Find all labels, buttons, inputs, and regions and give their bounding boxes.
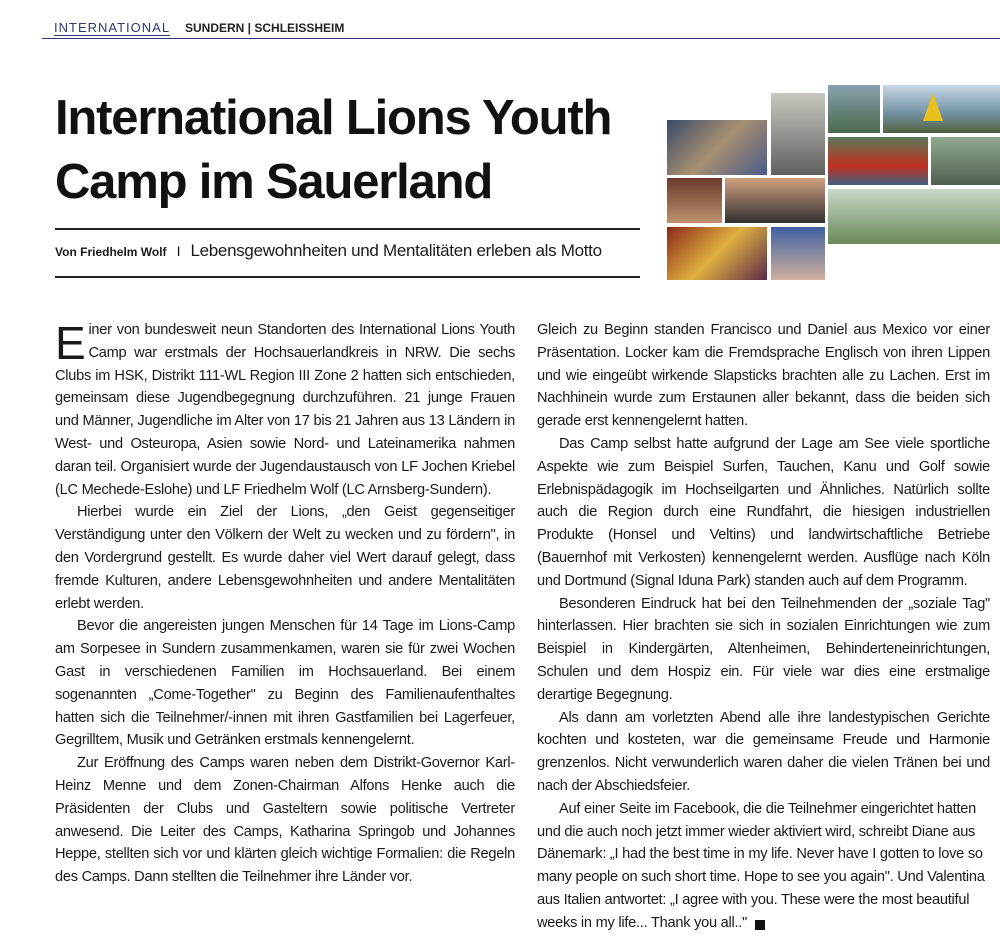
subsection-label: SUNDERN | SCHLEISSHEIM xyxy=(185,21,345,35)
paragraph: Hierbei wurde ein Ziel der Lions, „den Geist gegenseitiger Verständigung unter den Völkern der Welt zu wecken und zu fördern", in den Vordergrund gestellt. Es wurde daher viel Wert darauf gelegt, dass fremde Kulturen, andere Lebensgewohnheiten und andere Mentalitäten erlebt werden. xyxy=(55,504,515,612)
photo-group xyxy=(667,120,767,175)
paragraph: Einer von bundesweit neun Standorten des International Lions Youth Camp war erstmals der Hochsauerlandkreis in NRW. Die sechs Clubs im HSK, Distrikt 111-WL Region III Zone 2 hatten sich entschieden, gemeinsam diese Jugendbegegnung durchzuführen. 21 junge Frauen und Männer, Jugendliche im Alter von 17 bis 21 Jahren aus 13 Ländern in West- und Osteuropa, Asien sowie Nord- und Lateinamerika nahmen daran teil. Organisiert wurde der Jugendaustausch von LF Jochen Kriebel (LC Mechede-Eslohe) und LF Friedhelm Wolf (LC Arnsberg-Sundern). xyxy=(55,317,515,498)
photo-friends xyxy=(771,227,825,280)
photo-building xyxy=(771,93,825,175)
photo-collage xyxy=(667,85,1000,280)
paragraph: Das Camp selbst hatte aufgrund der Lage am See viele sportliche Aspekte wie zum Beispiel Surfen, Tauchen, Kanu und Golf sowie Erlebnispädagogik im Hochseilgarten und Ähnliches. Natürlich sollte auch die Region durch eine Rundfahrt, die hiesigen industriellen Produkte (Honsel und Veltins) und landwirtschaftliche Betriebe (Bauernhof mit Verkosten) kennengelernt werden. Ausflüge nach Köln und Dortmund (Signal Iduna Park) standen auch auf dem Programm. xyxy=(537,435,990,589)
paragraph: Besonderen Eindruck hat bei den Teilnehmenden der „soziale Tag" hinterlassen. Hier brachten sie sich in sozialen Einrichtungen wie zum Beispiel in Kindergärten, Altenheimen, Behinderteneinrichtungen, Schulen und dem Hospiz ein. Für viele war dies eine erstmalige derartige Begegnung. xyxy=(537,595,990,703)
article-title: International Lions Youth Camp im Sauerland xyxy=(55,91,612,209)
divider xyxy=(55,228,640,230)
subtitle: Lebensgewohnheiten und Mentalitäten erleben als Motto xyxy=(190,241,602,260)
photo-outdoor xyxy=(828,85,880,133)
paragraph: Auf einer Seite im Facebook, die die Teilnehmer eingerichtet hatten und die auch noch jetzt immer wieder aktiviert wird, schreibt Diane aus Dänemark: „I had the best time in my life. Never have I gotten to love so many people on such short time. Hope to see you again". Und Valentina aus Italien antwortet: „I agree with you. These were the most beautiful weeks in my life... Thank you all.." L xyxy=(537,800,985,931)
photo-walking xyxy=(931,137,1000,185)
photo-archery xyxy=(828,189,1000,244)
paragraph: Zur Eröffnung des Camps waren neben dem Distrikt-Governor Karl-Heinz Menne und dem Zonen-Chairman Alfons Henke auch die Präsidenten der Clubs und Gasteltern sowie politische Vertreter anwesend. Die Leiter des Camps, Katharina Springob und Johannes Heppe, stellten sich vor und klärten gleich wichtige Formalien: die Regeln des Camps. Dann stellten die Teilnehmer ihre Länder vor. xyxy=(55,755,515,886)
paragraph: Als dann am vorletzten Abend alle ihre landestypischen Gerichte kochten und kosteten, war die gemeinsame Freude und Harmonie grenzenlos. Nicht verwunderlich waren daher die vielen Tränen bei und nach der Abschiedsfeier. xyxy=(537,709,990,794)
article-column-2 xyxy=(537,319,990,935)
section-header xyxy=(42,18,1000,39)
article-column-1 xyxy=(55,319,515,889)
photo-windsurf xyxy=(883,85,1000,133)
divider xyxy=(55,276,640,278)
byline xyxy=(55,241,645,261)
end-mark-icon: L xyxy=(755,920,765,930)
author: Von Friedhelm Wolf xyxy=(55,245,167,259)
photo-church xyxy=(667,178,722,223)
section-label: INTERNATIONAL xyxy=(54,20,171,35)
photo-party xyxy=(667,227,767,280)
drop-cap: E xyxy=(55,317,86,369)
photo-portrait xyxy=(725,178,825,223)
paragraph: Gleich zu Beginn standen Francisco und Daniel aus Mexico vor einer Präsentation. Locker kam die Fremdsprache Englisch von ihren Lippen und wie eingeübt wirkende Slapsticks brachten alle zu Lachen. Erst im Nachhinein wurde zum Erstaunen aller bekannt, dass die beiden sich gerade erst kennengelernt hatten. xyxy=(537,322,990,430)
paragraph: Bevor die angereisten jungen Menschen für 14 Tage im Lions-Camp am Sorpesee in Sundern zusammenkamen, waren sie für zwei Wochen Gast in verschiedenen Familien im Hochsauerland. Bei einem sogenannten „Come-Together" zu Beginn des Familienaufenthaltes hatten sich die Teilnehmer/-innen mit ihren Gastfamilien bei Lagerfeuer, Gegrilltem, Musik und Getränken erstmals kennengelernt. xyxy=(55,618,515,749)
photo-canoe xyxy=(828,137,928,185)
separator: I xyxy=(176,243,181,259)
